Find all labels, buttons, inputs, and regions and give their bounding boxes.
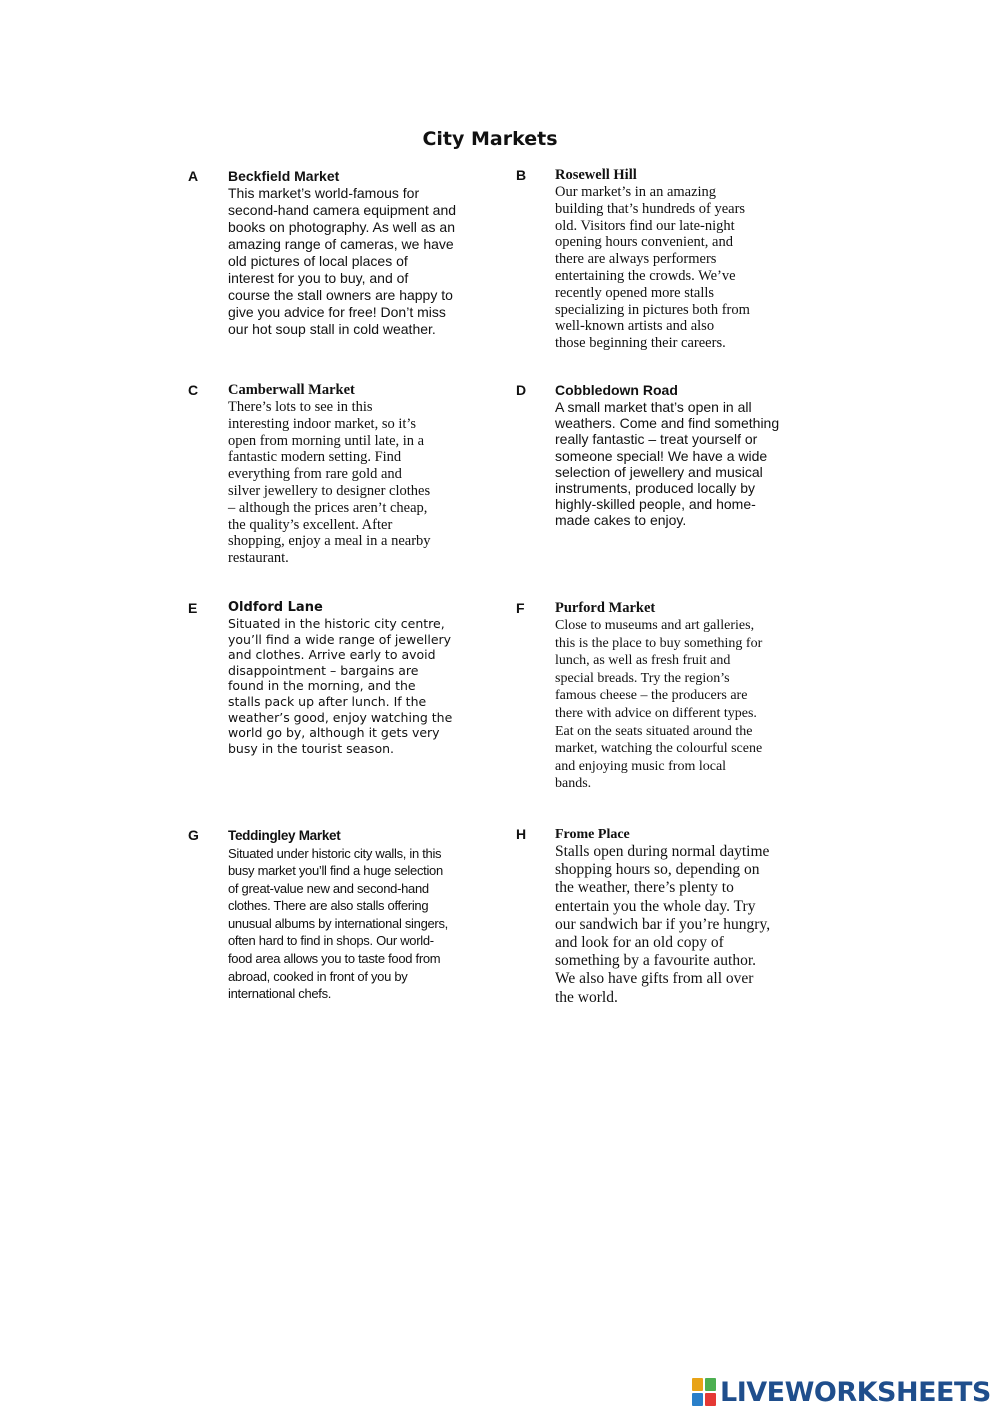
logo-square-icon xyxy=(705,1378,716,1391)
market-name: Frome Place xyxy=(555,827,630,842)
entry-letter: B xyxy=(516,167,527,183)
description-line: specializing in pictures both from xyxy=(555,301,750,318)
description-line: weather’s good, enjoy watching the xyxy=(228,709,453,725)
description-line: and enjoying music from local xyxy=(555,758,727,774)
market-description xyxy=(228,185,488,338)
description-line: lunch, as well as fresh fruit and xyxy=(555,653,731,669)
market-entry-d xyxy=(516,382,816,529)
description-line: special breads. Try the region’s xyxy=(555,670,730,686)
market-description xyxy=(555,617,816,793)
description-line: our sandwich bar if you’re hungry, xyxy=(555,915,771,933)
description-line: Our market’s in an amazing xyxy=(555,184,717,200)
market-name: Oldford Lane xyxy=(228,600,323,615)
description-line: found in the morning, and the xyxy=(228,678,416,694)
liveworksheets-logo xyxy=(692,1376,991,1408)
entry-letter: E xyxy=(188,600,198,616)
logo-square-icon xyxy=(705,1393,716,1406)
description-line: books on photography. As well as an xyxy=(228,219,456,235)
description-line: abroad, cooked in front of you by xyxy=(228,968,408,984)
market-description xyxy=(555,399,816,529)
logo-text: LIVEWORKSHEETS xyxy=(720,1376,991,1408)
entry-letter: G xyxy=(188,827,199,843)
description-line: bands. xyxy=(555,776,592,792)
market-description xyxy=(228,399,488,567)
description-line: this is the place to buy something for xyxy=(555,635,763,651)
description-line: and clothes. Arrive early to avoid xyxy=(228,647,436,663)
market-name: Cobbledown Road xyxy=(555,382,678,398)
description-line: open from morning until late, in a xyxy=(228,432,425,449)
logo-square-icon xyxy=(692,1393,703,1406)
description-line: silver jewellery to designer clothes xyxy=(228,482,431,499)
description-line: A small market that’s open in all xyxy=(555,399,752,415)
description-line: and look for an old copy of xyxy=(555,934,724,952)
description-line: of great-value new and second-hand xyxy=(228,880,429,896)
market-entry-f xyxy=(516,600,816,793)
description-line: busy market you’ll find a huge selection xyxy=(228,863,443,879)
description-line: restaurant. xyxy=(228,550,289,567)
description-line: Situated under historic city walls, in this xyxy=(228,845,442,861)
market-name: Rosewell Hill xyxy=(555,167,637,183)
market-entry-e xyxy=(188,600,488,756)
description-line: instruments, produced locally by xyxy=(555,480,755,497)
entry-letter: D xyxy=(516,382,527,398)
description-line: weathers. Come and find something xyxy=(555,415,780,432)
description-line: really fantastic – treat yourself or xyxy=(555,431,758,448)
entry-letter: A xyxy=(188,168,199,184)
description-line: entertaining the crowds. We’ve xyxy=(555,267,736,284)
description-line: the world. xyxy=(555,988,618,1006)
description-line: Close to museums and art galleries, xyxy=(555,618,755,633)
description-line: you’ll find a wide range of jewellery xyxy=(228,631,452,647)
description-line: unusual albums by international singers, xyxy=(228,915,448,931)
description-line: disappointment – bargains are xyxy=(228,662,419,678)
entry-letter: C xyxy=(188,382,199,398)
description-line: selection of jewellery and musical xyxy=(555,463,763,480)
description-line: often hard to find in shops. Our world- xyxy=(228,933,434,949)
description-line: opening hours convenient, and xyxy=(555,234,733,251)
description-line: food area allows you to taste food from xyxy=(228,951,441,967)
market-entry-c xyxy=(188,382,488,567)
description-line: building that’s hundreds of years xyxy=(555,200,746,217)
market-entry-h xyxy=(516,826,816,1007)
description-line: the weather, there’s plenty to xyxy=(555,879,734,897)
description-line: there are always performers xyxy=(555,251,717,268)
market-name: Camberwall Market xyxy=(228,382,355,398)
description-line: market, watching the colourful scene xyxy=(555,741,763,757)
description-line: fantastic modern setting. Find xyxy=(228,449,402,466)
description-line: highly-skilled people, and home- xyxy=(555,496,756,513)
page-title: City Markets xyxy=(422,128,558,150)
description-line: This market’s world-famous for xyxy=(228,185,420,201)
description-line: international chefs. xyxy=(228,986,332,1002)
market-description xyxy=(555,843,816,1007)
description-line: made cakes to enjoy. xyxy=(555,512,687,529)
logo-mark-icon xyxy=(692,1378,716,1406)
market-name: Teddingley Market xyxy=(228,828,341,843)
description-line: those beginning their careers. xyxy=(555,335,726,352)
description-line: recently opened more stalls xyxy=(555,284,715,301)
description-line: Stalls open during normal daytime xyxy=(555,843,770,860)
description-line: clothes. There are also stalls offering xyxy=(228,898,429,914)
description-line: the quality’s excellent. After xyxy=(228,516,393,533)
market-entry-g xyxy=(188,827,488,1003)
entry-letter: F xyxy=(516,600,525,616)
description-line: give you advice for free! Don’t miss xyxy=(228,304,446,320)
description-line: Eat on the seats situated around the xyxy=(555,723,753,739)
description-line: someone special! We have a wide xyxy=(555,447,768,464)
description-line: course the stall owners are happy to xyxy=(228,287,453,303)
description-line: – although the prices aren’t cheap, xyxy=(228,499,428,516)
description-line: busy in the tourist season. xyxy=(228,740,394,756)
market-description xyxy=(555,184,816,352)
description-line: world go by, although it gets very xyxy=(228,725,440,741)
description-line: stalls pack up after lunch. If the xyxy=(228,693,427,709)
market-entry-a xyxy=(188,168,488,338)
market-entry-b xyxy=(516,167,816,352)
description-line: well-known artists and also xyxy=(555,318,715,335)
description-line: There’s lots to see in this xyxy=(228,399,373,415)
entry-letter: H xyxy=(516,826,527,842)
description-line: second-hand camera equipment and xyxy=(228,202,457,218)
description-line: something by a favourite author. xyxy=(555,952,757,970)
market-description xyxy=(228,616,488,756)
description-line: old. Visitors find our late-night xyxy=(555,217,735,234)
logo-square-icon xyxy=(692,1378,703,1391)
description-line: interesting indoor market, so it’s xyxy=(228,415,417,432)
description-line: shopping hours so, depending on xyxy=(555,861,760,879)
description-line: We also have gifts from all over xyxy=(555,970,754,988)
market-description xyxy=(228,845,488,1003)
description-line: old pictures of local places of xyxy=(228,253,408,269)
description-line: amazing range of cameras, we have xyxy=(228,236,454,252)
market-name: Beckfield Market xyxy=(228,168,340,184)
description-line: our hot soup stall in cold weather. xyxy=(228,321,436,337)
market-name: Purford Market xyxy=(555,600,656,616)
description-line: Situated in the historic city centre, xyxy=(228,616,445,631)
description-line: shopping, enjoy a meal in a nearby xyxy=(228,533,431,550)
description-line: everything from rare gold and xyxy=(228,466,402,483)
description-line: interest for you to buy, and of xyxy=(228,270,409,286)
description-line: entertain you the whole day. Try xyxy=(555,897,756,915)
description-line: famous cheese – the producers are xyxy=(555,688,748,704)
description-line: there with advice on different types. xyxy=(555,705,757,721)
